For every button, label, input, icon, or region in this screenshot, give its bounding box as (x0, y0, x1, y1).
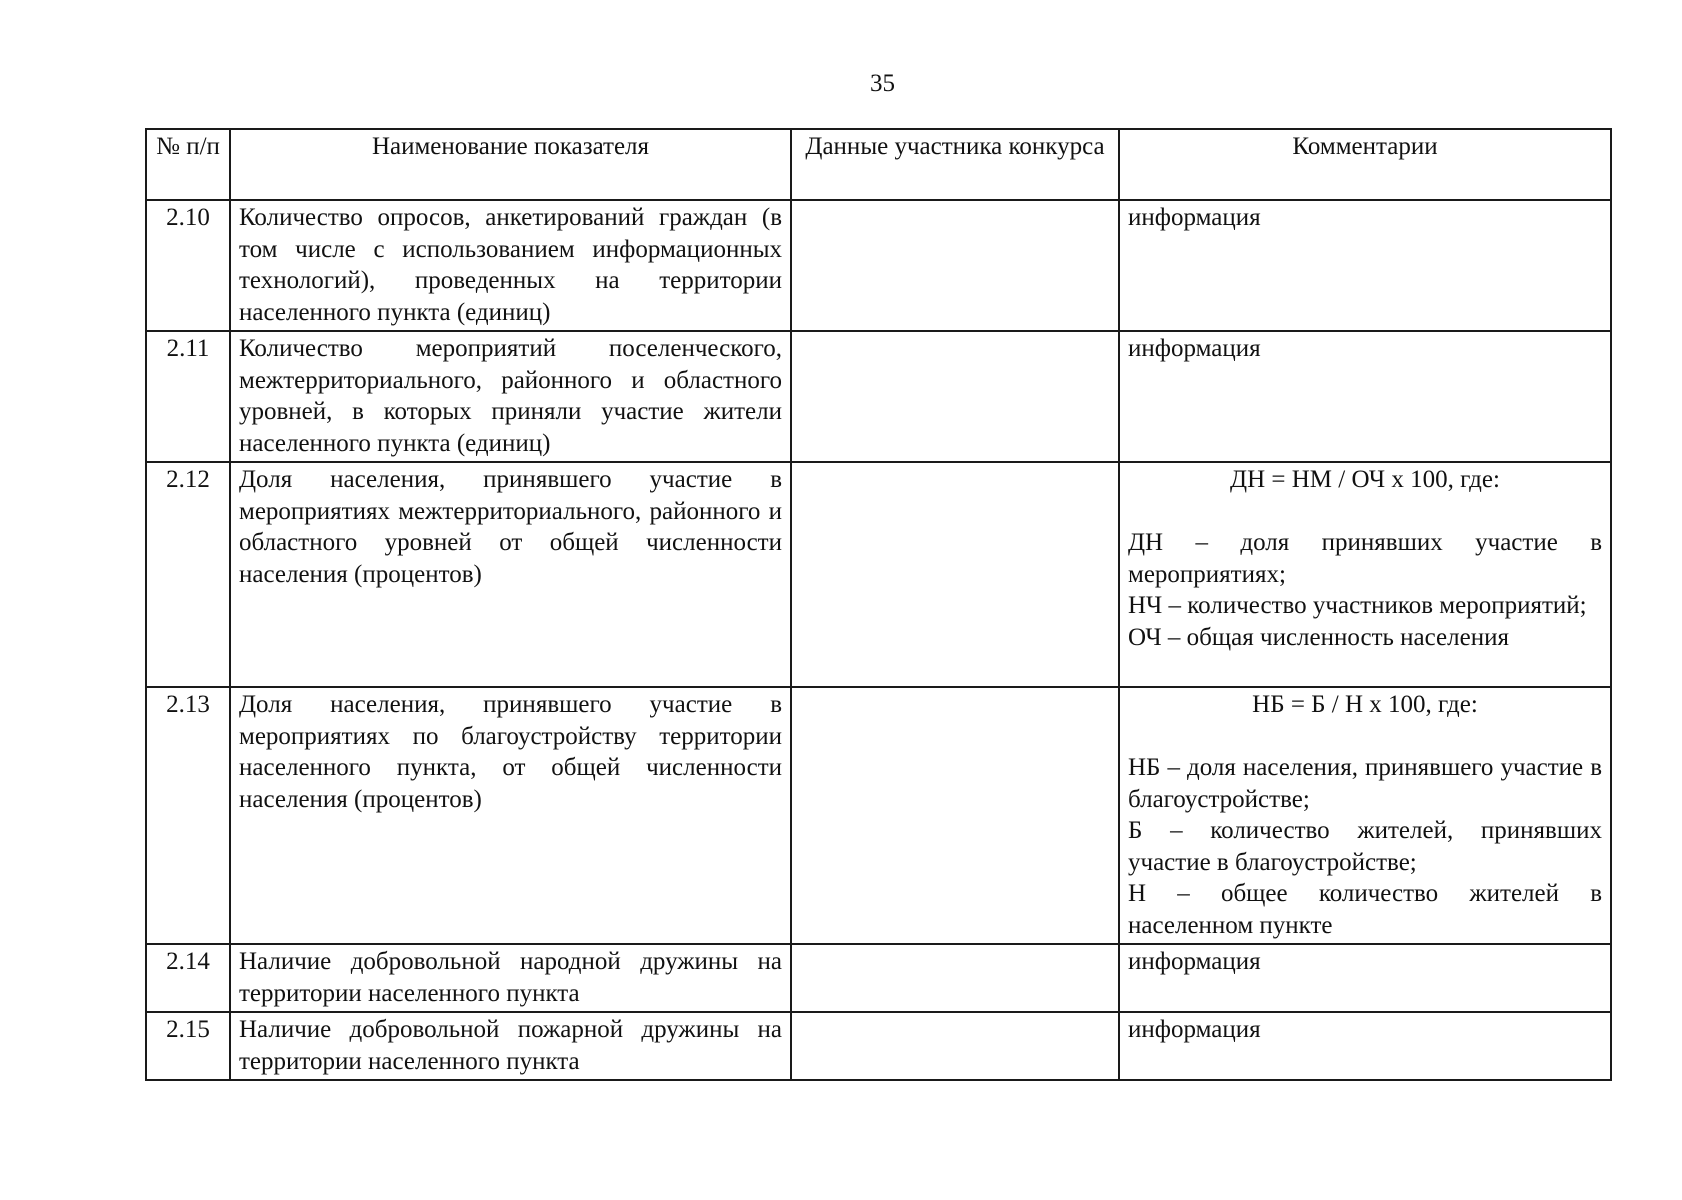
formula-text: ДН = НМ / ОЧ x 100, где: (1230, 466, 1500, 493)
formula-definition: ОЧ – общая численность населения (1128, 623, 1509, 651)
table-row (146, 331, 1611, 462)
formula-definition: Н – общее количество жителей в населенном пункте (1128, 880, 1602, 939)
comment-cell: информация (1119, 200, 1611, 331)
row-number: 2.13 (146, 687, 230, 944)
formula-definition: Б – количество жителей, принявших участие в благоустройстве; (1128, 817, 1602, 876)
comment-cell (1119, 687, 1611, 944)
indicator-name: Доля населения, принявшего участие в мероприятиях межтерриториального, районного и областного уровней от общей численности населения (процентов) (230, 462, 791, 687)
row-number: 2.14 (146, 944, 230, 1012)
indicator-name: Доля населения, принявшего участие в мероприятиях по благоустройству территории населенного пункта, от общей численности населения (процентов) (230, 687, 791, 944)
formula-definition: ДН – доля принявших участие в мероприятиях; (1128, 529, 1602, 588)
row-number: 2.15 (146, 1012, 230, 1080)
participant-data-cell (791, 462, 1119, 687)
indicator-name: Наличие добровольной пожарной дружины на территории населенного пункта (230, 1012, 791, 1080)
participant-data-cell (791, 331, 1119, 462)
formula-definition: НБ – доля населения, принявшего участие в благоустройстве; (1128, 754, 1602, 813)
row-number: 2.12 (146, 462, 230, 687)
table-header-row (146, 129, 1611, 200)
header-comment: Комментарии (1119, 129, 1611, 200)
row-number: 2.11 (146, 331, 230, 462)
table-row (146, 1012, 1611, 1080)
comment-cell: информация (1119, 1012, 1611, 1080)
header-num: № п/п (146, 129, 230, 200)
indicator-name: Наличие добровольной народной дружины на территории населенного пункта (230, 944, 791, 1012)
row-number: 2.10 (146, 200, 230, 331)
participant-data-cell (791, 1012, 1119, 1080)
comment-cell (1119, 462, 1611, 687)
table-row (146, 944, 1611, 1012)
page-number: 35 (870, 70, 895, 97)
formula-text: НБ = Б / Н x 100, где: (1252, 691, 1478, 718)
formula-definition: НЧ – количество участников мероприятий; (1128, 592, 1587, 619)
participant-data-cell (791, 687, 1119, 944)
comment-cell: информация (1119, 331, 1611, 462)
table-row (146, 200, 1611, 331)
comment-cell: информация (1119, 944, 1611, 1012)
header-data: Данные участника конкурса (791, 129, 1119, 200)
table-row (146, 687, 1611, 944)
indicators-table (145, 128, 1612, 1081)
participant-data-cell (791, 200, 1119, 331)
participant-data-cell (791, 944, 1119, 1012)
indicator-name: Количество мероприятий поселенческого, межтерриториального, районного и областного уровней, в которых приняли участие жители населенного пункта (единиц) (230, 331, 791, 462)
table-row (146, 462, 1611, 687)
indicator-name: Количество опросов, анкетирований граждан (в том числе с использованием информационных технологий), проведенных на территории населенного пункта (единиц) (230, 200, 791, 331)
header-name: Наименование показателя (230, 129, 791, 200)
